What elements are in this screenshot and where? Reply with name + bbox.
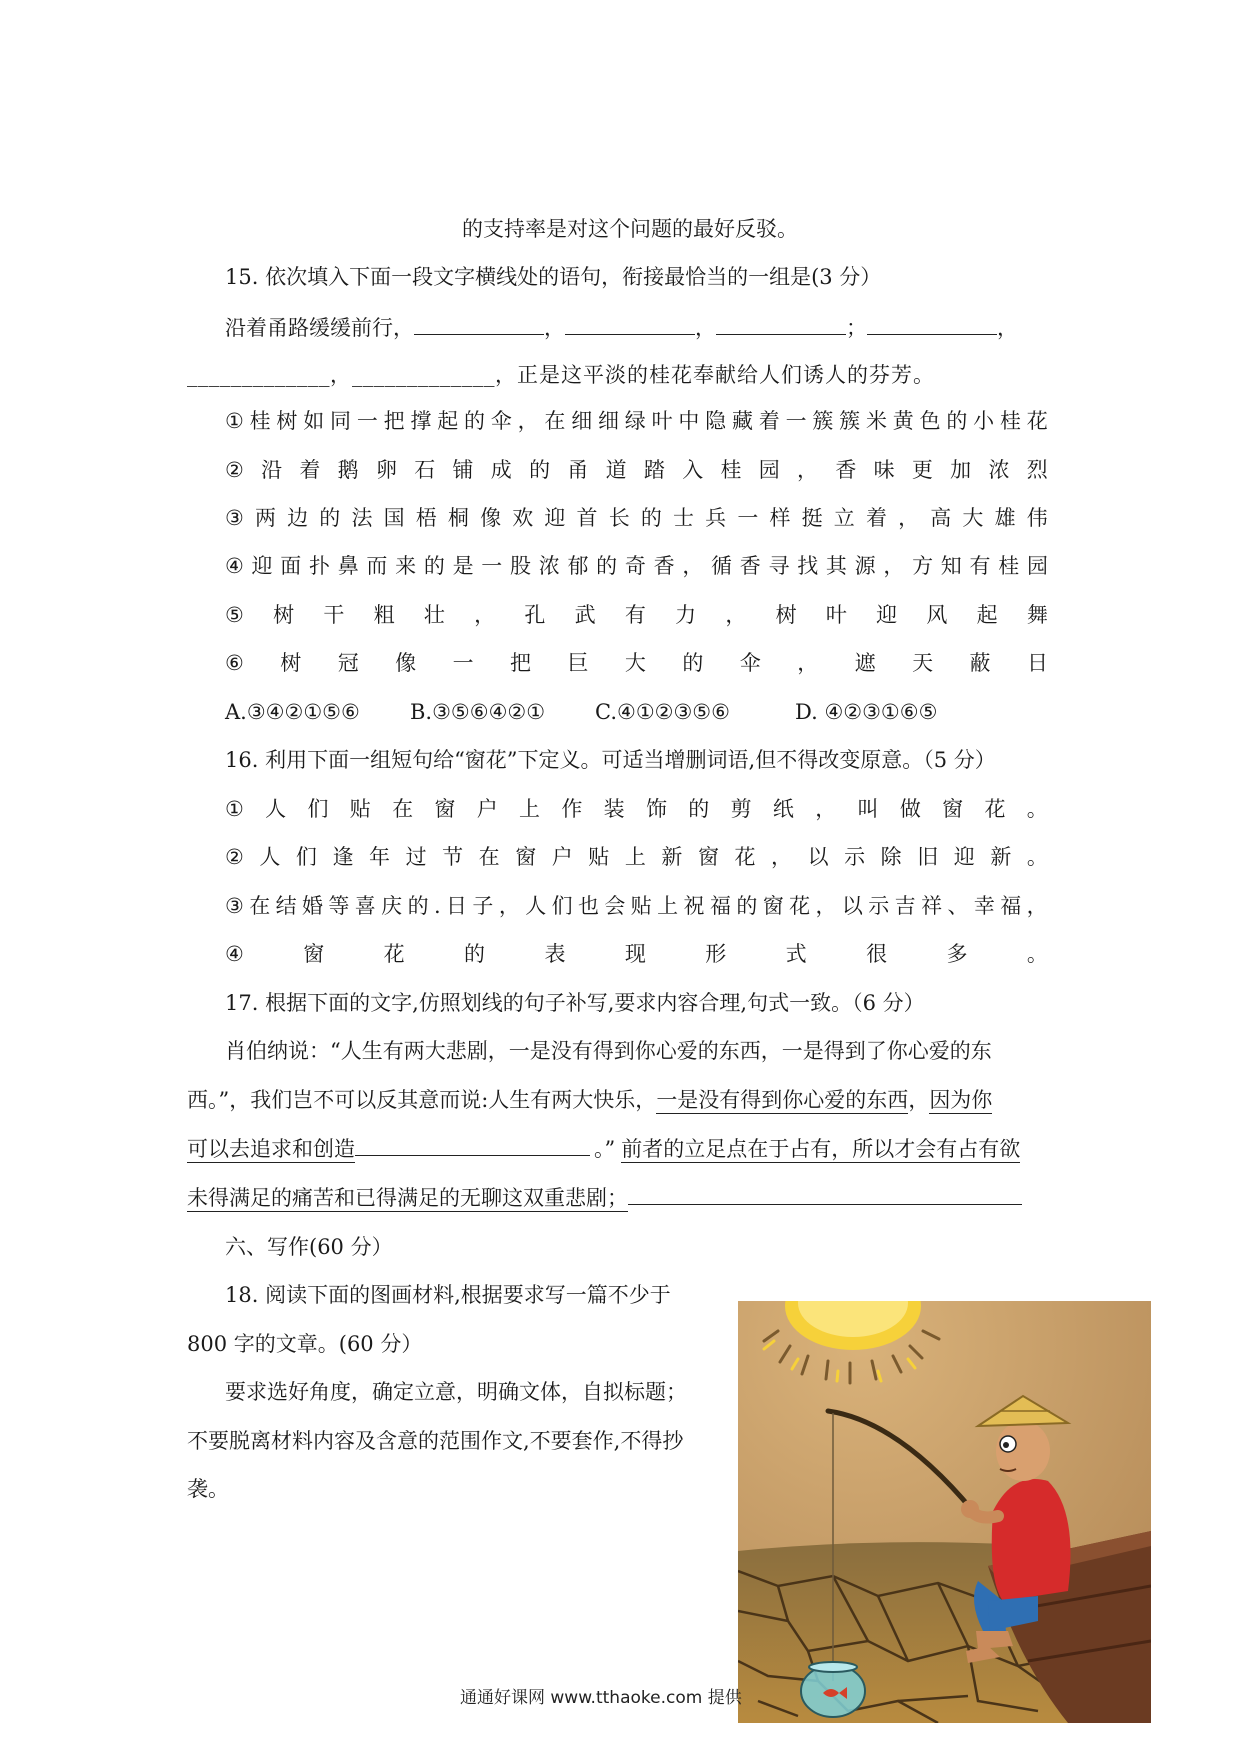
q15-blank-3: [716, 312, 846, 335]
q17-line-4: [187, 1182, 1022, 1213]
q18-line-4: 不要脱离材料内容及含意的范围作文,不要套作,不得抄: [187, 1429, 684, 1453]
q15-sep-2: ，: [695, 316, 716, 340]
q15-para2-tail: ，正是这平淡的桂花奉献给人们诱人的芬芳。: [495, 363, 935, 387]
q17-line2-sep: ，: [908, 1088, 930, 1112]
q17-line-2: [187, 1085, 992, 1115]
q15-option-d: D. ④②③①⑥⑤: [795, 700, 938, 724]
q15-sep-4: ，: [997, 316, 1018, 340]
q16-item-2: ② 人 们 逢 年 过 节 在 窗 户 贴 上 新 窗 花 ， 以 示 除 旧 迎 新 。: [225, 845, 1048, 869]
q15-item-6: ⑥ 树 冠 像 一 把 巨 大 的 伞 ， 遮 天 蔽 日: [225, 651, 1048, 675]
q15-item-1: ① 桂 树 如 同 一 把 撑 起 的 伞 ， 在 细 细 绿 叶 中 隐 藏 着 一 簇 簇 米 黄 色 的 小 桂 花: [225, 409, 1048, 433]
q16-item-4: ④ 窗 花 的 表 现 形 式 很 多 。: [225, 942, 1048, 966]
q17-line2-plain: 西。”，我们岂不可以反其意而说:人生有两大快乐，: [187, 1088, 657, 1112]
q15-para2: [187, 360, 935, 390]
q15-item-5: ⑤ 树 干 粗 壮 ， 孔 武 有 力 ， 树 叶 迎 风 起 舞: [225, 603, 1048, 627]
q15-item-4: ④ 迎 面 扑 鼻 而 来 的 是 一 股 浓 郁 的 奇 香 ， 循 香 寻 找 其 源 ， 方 知 有 桂 园: [225, 554, 1048, 578]
q15-title: 15. 依次填入下面一段文字横线处的语句，衔接最恰当的一组是(3 分）: [225, 265, 882, 289]
q15-sep-1: ，: [544, 316, 565, 340]
q17-underline-5: 未得满足的痛苦和已得满足的无聊这双重悲剧；: [187, 1186, 628, 1210]
q18-line-2: 800 字的文章。(60 分）: [187, 1332, 423, 1356]
fisherman-drawing: [738, 1301, 1151, 1723]
q15-item-2: ② 沿 着 鹅 卵 石 铺 成 的 甬 道 踏 入 桂 园 ， 香 味 更 加 浓 烈: [225, 458, 1048, 482]
q15-option-a: A.③④②①⑤⑥: [225, 700, 360, 724]
q15-sep-5: ，: [330, 363, 352, 387]
q15-blank-4: [867, 312, 997, 335]
q17-blank-2: [628, 1182, 1022, 1205]
q17-blank-1: [355, 1133, 590, 1156]
q15-sep-3: ；: [846, 316, 867, 340]
q17-line-3: [187, 1133, 1020, 1164]
q15-blank-6: _____________: [352, 363, 495, 387]
q17-underline-4: 前者的立足点在于占有，所以才会有占有欲: [621, 1137, 1021, 1161]
q16-title: 16. 利用下面一组短句给“窗花”下定义。可适当增删词语,但不得改变原意。（5 分）: [225, 748, 996, 772]
q18-line-3: 要求选好角度，确定立意，明确文体，自拟标题；: [225, 1380, 687, 1404]
q15-blank-2: [565, 312, 695, 335]
q17-line3-mid: 。”: [594, 1137, 616, 1161]
q15-item-3: ③ 两 边 的 法 国 梧 桐 像 欢 迎 首 长 的 士 兵 一 样 挺 立 着 ， 高 大 雄 伟: [225, 506, 1048, 530]
q15-para1-lead: 沿着甬路缓缓前行，: [225, 316, 414, 340]
q15-option-b: B.③⑤⑥④②①: [410, 700, 546, 724]
q15-options: [225, 697, 937, 727]
q15-option-c: C.④①②③⑤⑥: [595, 700, 730, 724]
top-line: 的支持率是对这个问题的最好反驳。: [462, 217, 798, 241]
footer-text: 通通好课网 www.tthaoke.com 提供: [460, 1688, 742, 1708]
fisherman-illustration: [738, 1301, 1151, 1723]
q18-line-1: 18. 阅读下面的图画材料,根据要求写一篇不少于: [225, 1283, 671, 1307]
q17-title: 17. 根据下面的文字,仿照划线的句子补写,要求内容合理,句式一致。（6 分）: [225, 991, 925, 1015]
q15-para1: [225, 312, 1018, 343]
q17-line-1: 肖伯纳说：“人生有两大悲剧，一是没有得到你心爱的东西，一是得到了你心爱的东: [225, 1039, 992, 1063]
q15-blank-1: [414, 312, 544, 335]
q17-underline-1: 一是没有得到你心爱的东西: [656, 1088, 909, 1112]
q17-underline-3: 可以去追求和创造: [187, 1137, 355, 1161]
q18-line-5: 袭。: [187, 1477, 229, 1501]
q17-underline-2: 因为你: [929, 1088, 993, 1112]
q16-item-3: ③ 在 结 婚 等 喜 庆 的 . 日 子 ， 人 们 也 会 贴 上 祝 福 的 窗 花 ， 以 示 吉 祥 、 幸 福 ，: [225, 894, 1048, 918]
q15-blank-5: _____________: [187, 363, 330, 387]
q16-item-1: ① 人 们 贴 在 窗 户 上 作 装 饰 的 剪 纸 ， 叫 做 窗 花 。: [225, 797, 1048, 821]
section-6-heading: 六、写作(60 分）: [225, 1235, 393, 1259]
